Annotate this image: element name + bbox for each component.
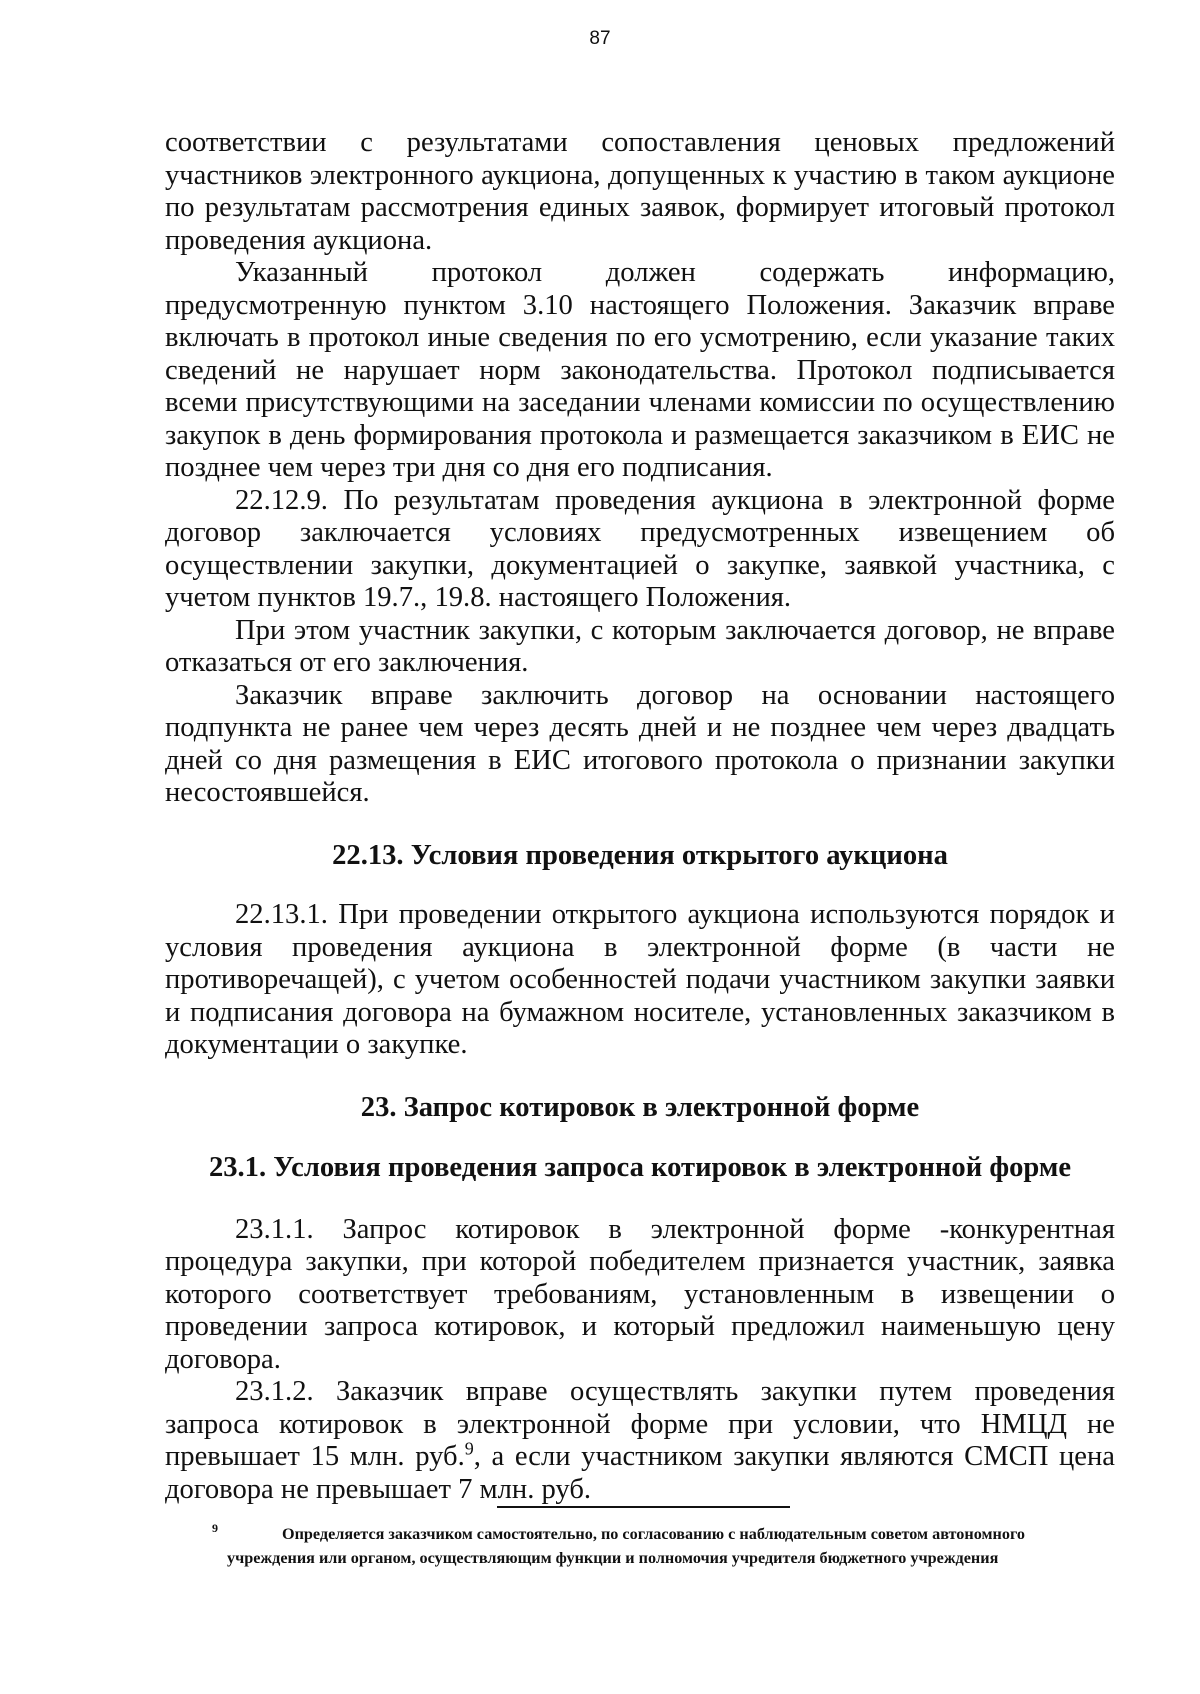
paragraph-1: соответствии с результатами сопоставления ценовых предложений участников электронного аукциона, допущенных к участию в таком аукционе по результатам рассмотрения единых заявок, формирует итоговый протокол проведения аукциона. xyxy=(165,127,1115,256)
paragraph-23-1-2 xyxy=(165,1376,1115,1506)
heading-23-1: 23.1. Условия проведения запроса котировок в электронной форме xyxy=(208,1152,1072,1183)
footnote-mark: 9 xyxy=(212,1521,218,1535)
page-number: 87 xyxy=(589,28,611,49)
document-body xyxy=(165,127,1115,1506)
heading-22-13: 22.13. Условия проведения открытого аукциона xyxy=(332,839,948,871)
footnote-separator xyxy=(497,1506,790,1508)
paragraph-4: При этом участник закупки, с которым заключается договор, не вправе отказаться от его заключения. xyxy=(165,614,1115,678)
paragraph-23-1-1: 23.1.1. Запрос котировок в электронной форме -конкурентная процедура закупки, при которой победителем признается участник, заявка которого соответствует требованиям, установленным в извещении о проведении запроса котировок, и который предложил наименьшую цену договора. xyxy=(165,1213,1115,1375)
paragraph-2: Указанный протокол должен содержать информацию, предусмотренную пунктом 3.10 настоящего Положения. Заказчик вправе включать в протокол иные сведения по его усмотрению, если указание таких сведений не нарушает норм законодательства. Протокол подписывается всеми присутствующими на заседании членами комиссии по осуществлению закупок в день формирования протокола и размещается заказчиком в ЕИС не позднее чем через три дня со дня его подписания. xyxy=(165,257,1115,483)
footnote-line-2: учреждения или органом, осуществляющим функции и полномочия учредителя бюджетного учреждения xyxy=(227,1549,999,1567)
heading-23: 23. Запрос котировок в электронной форме xyxy=(360,1091,920,1123)
paragraph-5: Заказчик вправе заключить договор на основании настоящего подпункта не ранее чем через десять дней и не позднее чем через двадцать дней со дня размещения в ЕИС итогового протокола о признании закупки несостоявшейся. xyxy=(165,679,1115,808)
footnote xyxy=(200,1522,1070,1570)
footnote-reference[interactable]: 9 xyxy=(464,1438,474,1459)
paragraph-22-12-9: 22.12.9. По результатам проведения аукциона в электронной форме договор заключается условиях предусмотренных извещением об осуществлении закупки, документацией о закупке, заявкой участника, с учетом пунктов 19.7., 19.8. настоящего Положения. xyxy=(165,484,1115,613)
footnote-line-1: Определяется заказчиком самостоятельно, по согласованию с наблюдательным советом автономного xyxy=(282,1525,1025,1543)
paragraph-22-13-1: 22.13.1. При проведении открытого аукциона используются порядок и условия проведения аукциона в электронной форме (в части не противоречащей), с учетом особенностей подачи участником закупки заявки и подписания договора на бумажном носителе, установленных заказчиком в документации о закупке. xyxy=(165,899,1115,1060)
paragraph-23-1-2-start: 23.1.2. Заказчик вправе осуществлять закупки путем проведения запроса котировок в электронной форме при условии, что НМЦД не превышает 15 млн. руб. xyxy=(165,1376,1115,1472)
paragraph-23-1-2-end: , а если участником закупки являются СМСП цена договора не превышает 7 млн. руб. xyxy=(165,1441,1115,1505)
